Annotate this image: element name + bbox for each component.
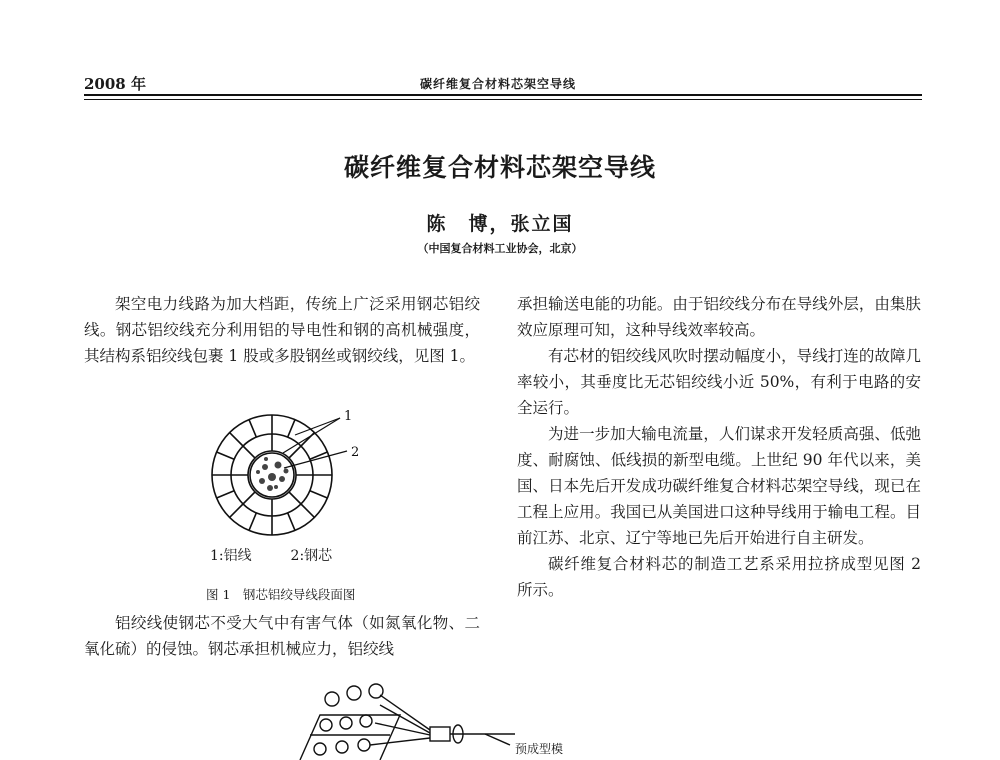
paragraph: 碳纤维复合材料芯的制造工艺系采用拉挤成型见图 2 所示。 bbox=[517, 555, 921, 599]
header-rule-thin bbox=[84, 99, 922, 100]
figure-1-caption: 图 1 钢芯铝绞导线段面图 bbox=[206, 587, 356, 602]
figure-1-label-2: 2 bbox=[351, 445, 360, 460]
article-authors: 陈 博，张立国 bbox=[426, 213, 574, 235]
figure-1-cross-section bbox=[200, 405, 370, 540]
figure-1-label-1: 1 bbox=[344, 409, 353, 424]
figure-2-label-preform-die: 预成型模 bbox=[515, 742, 564, 756]
paragraph: 有芯材的铝绞线风吹时摆动幅度小，导线打连的故障几率较小，其垂度比无芯铝绞线小近 50%，有利于电路的安全运行。 bbox=[517, 347, 921, 417]
left-column-bottom bbox=[84, 610, 480, 662]
running-header-year: 2008 年 bbox=[84, 75, 146, 93]
legend-aluminum: 1:铝线 bbox=[210, 548, 252, 564]
legend-steel: 2:钢芯 bbox=[290, 548, 333, 564]
running-header-title: 碳纤维复合材料芯架空导线 bbox=[420, 77, 577, 91]
figure-1-legend bbox=[210, 545, 332, 565]
figure-2-pultrusion-diagram bbox=[280, 675, 540, 760]
article-affiliation: （中国复合材料工业协会，北京） bbox=[417, 242, 583, 255]
paragraph: 铝绞线使钢芯不受大气中有害气体（如氮氧化物、二氧化硫）的侵蚀。钢芯承担机械应力，铝绞线 bbox=[84, 614, 480, 658]
steel-core-texture bbox=[256, 457, 289, 491]
paragraph: 架空电力线路为加大档距，传统上广泛采用钢芯铝绞线。钢芯铝绞线充分利用铝的导电性和钢的高机械强度，其结构系铝绞线包裹 1 股或多股钢丝或钢绞线，见图 1。 bbox=[84, 295, 480, 365]
article-title: 碳纤维复合材料芯架空导线 bbox=[343, 153, 656, 182]
paragraph: 为进一步加大输电流量，人们谋求开发轻质高强、低弛度、耐腐蚀、低线损的新型电缆。上世纪 90 年代以来，美国、日本先后开发成功碳纤维复合材料芯架空导线，现已在工程上应用。我国已从美国进口这种导线用于输电工程。目前江苏、北京、辽宁等地已先后开始进行自主研发。 bbox=[517, 425, 921, 547]
header-rule-thick bbox=[84, 94, 922, 96]
right-column bbox=[517, 291, 921, 603]
left-column-top bbox=[84, 291, 480, 369]
paragraph: 承担输送电能的功能。由于铝绞线分布在导线外层，由集肤效应原理可知，这种导线效率较高。 bbox=[517, 295, 921, 339]
